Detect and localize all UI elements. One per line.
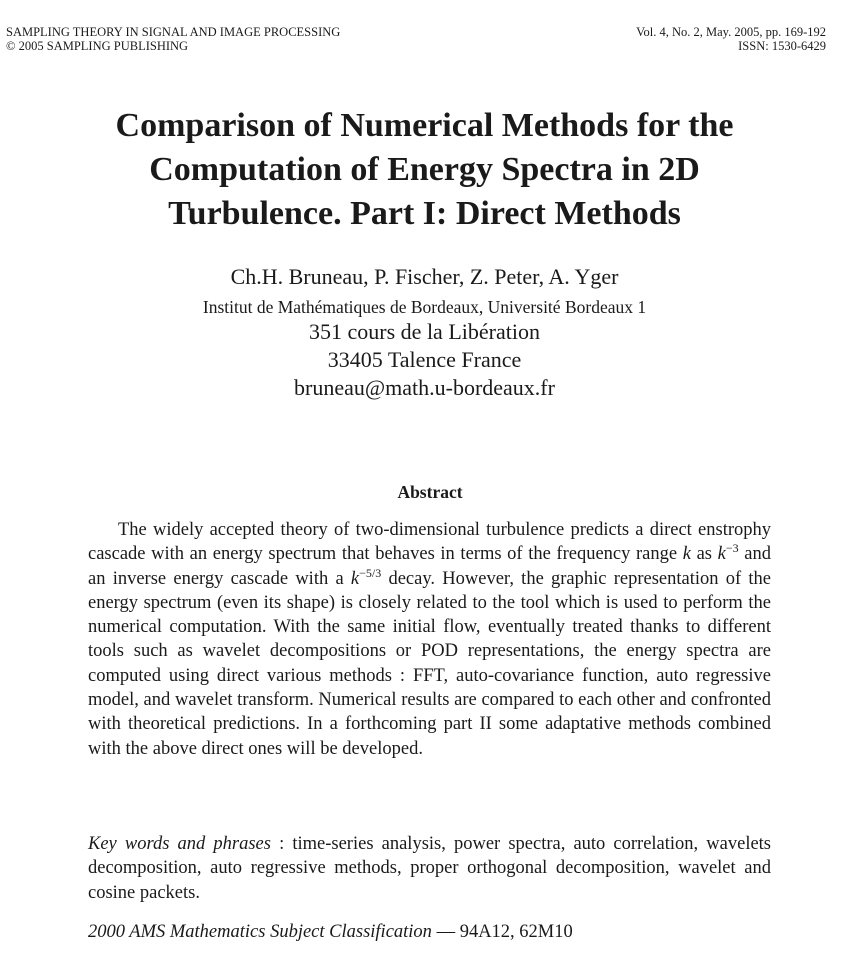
abstract-heading: Abstract <box>397 482 463 502</box>
volume-info: Vol. 4, No. 2, May. 2005, pp. 169-192 <box>636 25 826 39</box>
authors: Ch.H. Bruneau, P. Fischer, Z. Peter, A. Yger <box>230 264 619 289</box>
math-k: k <box>717 544 726 565</box>
keywords <box>88 832 771 905</box>
ams-label: 2000 AMS Mathematics Subject Classification <box>88 922 432 942</box>
abstract-text: decay. However, the graphic representation of the energy spectrum (even its shape) is closely related to the tool which is used to perform the numerical computation. With the same initial flow, eventually treated thanks to different tools such as wavelet decompositions or POD representations, the energy spectra are computed using direct various methods : FFT, auto-covariance function, auto regressive model, and wavelet transform. Numerical results are compared to each other and confronted with theoretical predictions. In a forthcoming part II some adaptative methods combined with the above direct ones will be developed. <box>88 568 771 759</box>
institution: Institut de Mathématiques de Bordeaux, Université Bordeaux 1 <box>202 297 647 317</box>
title-line: Comparison of Numerical Methods for the <box>115 107 734 144</box>
exponent: −5/3 <box>359 565 382 580</box>
running-header-left <box>6 25 340 53</box>
title-line: Turbulence. Part I: Direct Methods <box>168 195 681 232</box>
ams-separator: — <box>431 922 460 942</box>
copyright-line: © 2005 SAMPLING PUBLISHING <box>6 39 189 53</box>
abstract-text: as <box>690 544 718 565</box>
exponent: −3 <box>725 541 739 556</box>
paper-title <box>0 104 849 236</box>
journal-name: SAMPLING THEORY IN SIGNAL AND IMAGE PROCESSING <box>6 25 341 39</box>
email: bruneau@math.u-bordeaux.fr <box>294 375 555 400</box>
title-line: Computation of Energy Spectra in 2D <box>149 151 700 188</box>
abstract-body <box>88 518 771 761</box>
city: 33405 Talence France <box>327 347 522 372</box>
ams-codes: 94A12, 62M10 <box>459 922 573 942</box>
ams-classification <box>88 922 573 943</box>
abstract-text: and an inverse energy cascade with a <box>88 544 771 589</box>
math-k: k <box>350 568 360 589</box>
keywords-text: : time-series analysis, power spectra, auto correlation, wavelets decomposition, auto regressive methods, proper orthogonal decomposition, wavelet and cosine packets. <box>88 834 772 903</box>
keywords-label: Key words and phrases <box>88 834 271 854</box>
address <box>0 318 849 402</box>
running-header-right <box>636 25 826 53</box>
abstract-text: The widely accepted theory of two-dimensional turbulence predicts a direct enstrophy cascade with an energy spectrum that behaves in terms of the frequency range <box>88 520 771 565</box>
math-k: k <box>682 544 691 565</box>
street: 351 cours de la Libération <box>309 319 540 344</box>
issn: ISSN: 1530-6429 <box>738 39 826 53</box>
